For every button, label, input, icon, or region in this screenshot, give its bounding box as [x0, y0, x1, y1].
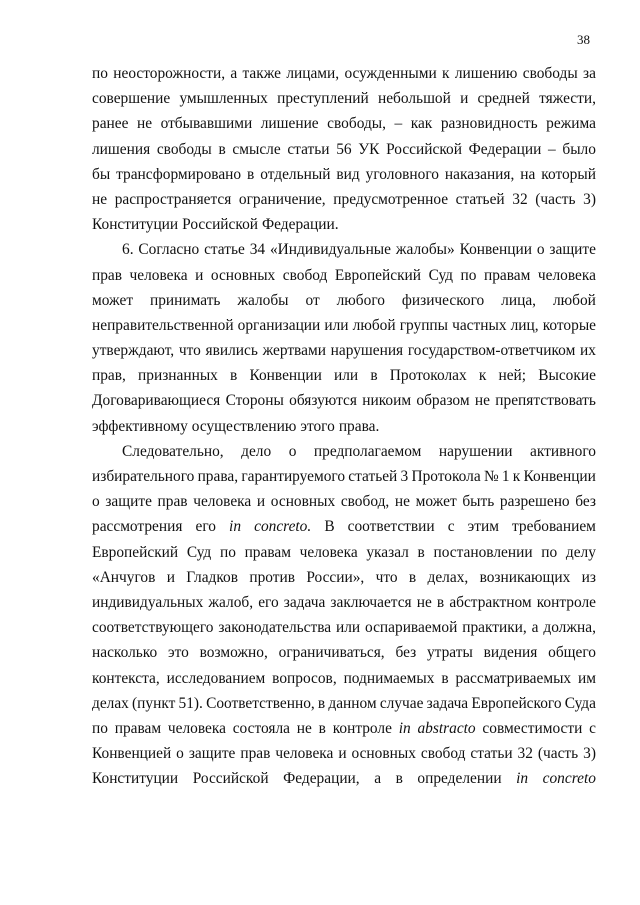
word: задача — [426, 694, 469, 712]
word: 56 — [336, 140, 352, 158]
word: Суд — [186, 543, 212, 561]
text-line — [92, 489, 596, 514]
word: статьи — [470, 745, 513, 763]
word: о — [536, 241, 545, 259]
word: исследованием — [166, 669, 266, 687]
word: 1 — [501, 468, 510, 485]
word: Конституции — [92, 216, 179, 234]
text-line — [92, 338, 596, 363]
word: из — [581, 568, 596, 586]
text-line — [92, 615, 596, 640]
paragraph — [92, 237, 596, 439]
word: Гладков — [186, 568, 239, 586]
word: нарушения — [330, 342, 404, 360]
word: прав — [92, 266, 123, 284]
word: права, — [197, 468, 239, 485]
word: и — [338, 745, 347, 763]
word: небольшой — [377, 90, 451, 108]
word: вид — [336, 165, 360, 183]
word: а — [531, 619, 539, 637]
word: Федерации — [468, 140, 542, 158]
word: – — [394, 115, 403, 133]
text-line — [92, 187, 596, 212]
text-line — [92, 640, 596, 665]
text-line — [92, 716, 596, 741]
word: никоим — [362, 392, 412, 410]
text-line — [92, 540, 596, 565]
word: по — [92, 65, 108, 82]
word: физического — [401, 291, 485, 309]
text-line — [92, 263, 596, 288]
word: препятствовать — [495, 392, 596, 410]
word: 3) — [583, 745, 596, 763]
word: быть — [462, 493, 495, 511]
word: лишение — [260, 115, 319, 133]
word: Европейского — [471, 694, 562, 712]
text-line — [92, 414, 596, 439]
word: Согласно — [138, 241, 200, 259]
word: данном — [328, 694, 377, 712]
word: от — [305, 291, 320, 309]
word: человека — [167, 719, 226, 737]
word: о — [176, 745, 184, 763]
word: заключается — [330, 593, 412, 611]
text-line — [92, 691, 596, 716]
word: Европейский — [92, 543, 179, 561]
word: Соответственно, — [206, 694, 315, 712]
word: не — [474, 392, 490, 410]
word: его — [195, 518, 216, 536]
word: России», — [306, 568, 365, 586]
word: определении — [417, 770, 502, 788]
word: к — [478, 367, 487, 385]
word: 51). — [178, 694, 203, 712]
word: любого — [336, 291, 385, 309]
word: к — [442, 65, 450, 82]
word: (часть — [537, 745, 579, 763]
word: а — [374, 770, 382, 788]
word: 32 — [512, 190, 528, 208]
word: абстрактном — [449, 593, 532, 611]
word: любой — [352, 316, 396, 334]
word: оспариваемой — [365, 619, 458, 637]
text-line — [92, 514, 596, 539]
word: активного — [530, 442, 596, 460]
word: ограничение, — [238, 190, 326, 208]
paragraph — [92, 439, 596, 792]
word: правам — [483, 266, 531, 284]
word: делах, — [427, 568, 469, 586]
word: в — [395, 770, 403, 788]
word: без — [395, 644, 417, 662]
word: делах — [92, 694, 129, 712]
word: было — [562, 140, 596, 158]
word: Конвенции — [523, 468, 596, 485]
word: рассмотрения — [92, 518, 183, 536]
word: в — [436, 593, 445, 611]
word: Конституции — [92, 770, 179, 788]
word: права. — [338, 417, 380, 435]
word: смысле — [232, 140, 281, 158]
word: защите — [549, 241, 596, 259]
word: режима — [546, 115, 596, 133]
word: любой — [552, 291, 596, 309]
word: также — [242, 65, 281, 82]
word: ней; — [498, 367, 527, 385]
word: защите — [105, 493, 152, 511]
word: человека — [537, 266, 596, 284]
text-line — [92, 363, 596, 388]
word: жертвами — [262, 342, 326, 360]
word: трансформировано — [116, 165, 242, 183]
word: без — [575, 493, 596, 511]
word: им — [578, 669, 596, 687]
word: средней — [477, 90, 530, 108]
word: уголовного — [365, 165, 439, 183]
word: в — [247, 165, 255, 183]
text-line — [92, 464, 596, 489]
word: «Индивидуальные — [269, 241, 391, 259]
word: случае — [379, 694, 424, 712]
word: 34 — [249, 241, 266, 259]
text-line — [92, 61, 596, 86]
word: общего — [548, 644, 596, 662]
word: совместимости — [482, 719, 583, 737]
word: бы — [92, 165, 111, 183]
word: не — [394, 493, 410, 511]
word: в — [318, 719, 326, 737]
word: этим — [467, 518, 499, 536]
word: in — [229, 518, 242, 536]
word: контроле — [536, 593, 596, 611]
word: по — [92, 719, 108, 737]
word: свобод — [420, 745, 466, 763]
word: указал — [366, 543, 409, 561]
word: осужденными — [344, 65, 437, 82]
word: вопросов, — [272, 669, 337, 687]
word: видения — [483, 644, 538, 662]
word: законодательства — [218, 619, 332, 637]
word: государством-ответчиком — [407, 342, 576, 360]
word: и — [256, 493, 266, 511]
word: отдельный — [260, 165, 331, 183]
word: in — [516, 770, 529, 788]
word: основных — [270, 493, 336, 511]
word: правам — [114, 719, 162, 737]
word: это — [168, 644, 189, 662]
word: прав — [240, 745, 271, 763]
word: concreto. — [254, 518, 312, 536]
word: УК — [358, 140, 380, 158]
word: 3 — [400, 468, 409, 485]
word: требованием — [512, 518, 596, 536]
word: Стороны — [225, 392, 284, 410]
word: в — [370, 367, 378, 385]
word: осуществлению — [191, 417, 297, 435]
word: частных — [452, 316, 507, 334]
word: Суд — [428, 266, 454, 284]
word: о — [288, 442, 297, 460]
word: in — [398, 719, 411, 737]
word: свободы — [522, 65, 578, 82]
word: лицами, — [286, 65, 340, 82]
word: лиц, — [510, 316, 539, 334]
word: не — [296, 719, 312, 737]
text-line — [92, 111, 596, 136]
word: распространяется — [114, 190, 232, 208]
word: состояла — [232, 719, 290, 737]
word: в — [317, 694, 326, 712]
word: неправительственной — [92, 316, 234, 334]
text-line — [92, 137, 596, 162]
word: Российской — [182, 216, 259, 234]
word: как — [410, 115, 433, 133]
word: избирательного — [92, 468, 195, 485]
word: человека — [299, 543, 358, 561]
word: контекста, — [92, 669, 160, 687]
word: к — [512, 468, 521, 485]
word: с — [447, 518, 455, 536]
word: образом — [416, 392, 470, 410]
word: 6. — [122, 241, 134, 259]
word: правам — [244, 543, 291, 561]
word: Конвенцией — [92, 745, 172, 763]
word: о — [92, 493, 100, 511]
word: в — [230, 367, 238, 385]
word: этого — [300, 417, 335, 435]
word: Протоколах — [389, 367, 467, 385]
word: или — [334, 367, 359, 385]
word: их — [580, 342, 596, 360]
word: обязуются — [289, 392, 357, 410]
word: человека — [275, 745, 334, 763]
word: не — [92, 190, 108, 208]
word: контроле — [332, 719, 392, 737]
word: или — [335, 619, 361, 637]
word: Европейский — [334, 266, 422, 284]
word: и — [195, 266, 204, 284]
word: Суда — [564, 694, 596, 712]
word: что — [375, 568, 398, 586]
word: может — [92, 291, 134, 309]
word: прав — [157, 493, 188, 511]
word: а — [230, 65, 238, 82]
word: № — [483, 468, 499, 485]
text-line — [92, 237, 596, 262]
word: соответствующего — [92, 619, 214, 637]
word: которые — [542, 316, 596, 334]
word: отбывавшими — [160, 115, 253, 133]
word: задача — [283, 593, 326, 611]
word: 32 — [517, 745, 533, 763]
text-line — [92, 439, 596, 464]
word: в — [417, 543, 425, 561]
page-number: 38 — [577, 32, 590, 47]
word: основных — [351, 745, 416, 763]
word: неосторожности, — [113, 65, 226, 82]
text-line — [92, 388, 596, 413]
word: лишению — [454, 65, 518, 82]
word: лица, — [501, 291, 537, 309]
word: умышленных — [179, 90, 268, 108]
word: и — [460, 90, 469, 108]
word: Следовательно, — [122, 442, 224, 460]
word: нарушении — [438, 442, 513, 460]
text-line — [92, 766, 596, 791]
word: жалобы — [237, 291, 289, 309]
word: утверждают, — [92, 342, 175, 360]
word: явились — [205, 342, 258, 360]
word: В — [324, 518, 335, 536]
word: предусмотренное — [333, 190, 449, 208]
word: его — [258, 593, 279, 611]
text-line — [92, 212, 596, 237]
word: в — [441, 669, 449, 687]
word: по — [219, 543, 236, 561]
word: «Анчугов — [92, 568, 156, 586]
text-line — [92, 741, 596, 766]
word: рассматриваемых — [455, 669, 572, 687]
word: наказания, — [444, 165, 515, 183]
word: основных — [210, 266, 276, 284]
word: Договаривающиеся — [92, 392, 221, 410]
word: защите — [188, 745, 236, 763]
text-line — [92, 288, 596, 313]
word: дело — [241, 442, 272, 460]
word: не — [136, 115, 153, 133]
word: Российской — [386, 140, 462, 158]
word: ранее — [92, 115, 129, 133]
word: статьи — [287, 140, 330, 158]
word: abstracto — [417, 719, 476, 737]
word: принимать — [149, 291, 221, 309]
word: разновидность — [440, 115, 538, 133]
word: (часть — [535, 190, 576, 208]
word: за — [583, 65, 596, 82]
word: который — [541, 165, 596, 183]
word: по — [541, 543, 558, 561]
word: Конвенции — [459, 241, 532, 259]
word: разрешено — [499, 493, 570, 511]
word: Федерации. — [262, 216, 339, 234]
word: предполагаемом — [313, 442, 422, 460]
word: человека — [193, 493, 252, 511]
word: может — [415, 493, 457, 511]
word: жалоб, — [208, 593, 254, 611]
word: Федерации, — [283, 770, 360, 788]
word: Высокие — [538, 367, 596, 385]
word: статьей — [455, 190, 505, 208]
word: по — [460, 266, 477, 284]
word: Российской — [192, 770, 269, 788]
word: – — [547, 140, 556, 158]
word: соответствии — [347, 518, 435, 536]
word: и — [166, 568, 175, 586]
word: тяжести, — [539, 90, 596, 108]
word: не — [416, 593, 432, 611]
text-line — [92, 86, 596, 111]
word: индивидуальных — [92, 593, 204, 611]
word: должна, — [543, 619, 596, 637]
text-line — [92, 590, 596, 615]
word: насколько — [92, 644, 158, 662]
word: (пункт — [132, 694, 176, 712]
word: статье — [204, 241, 245, 259]
word: поднимаемых — [343, 669, 435, 687]
word: свобод, — [340, 493, 390, 511]
word: в — [408, 568, 417, 586]
word: человека — [129, 266, 188, 284]
text-line — [92, 565, 596, 590]
word: в — [218, 140, 226, 158]
word: Конвенции — [249, 367, 322, 385]
word: жалобы» — [395, 241, 455, 259]
word: прав, — [92, 367, 126, 385]
word: организации — [237, 316, 321, 334]
word: лишения — [92, 140, 151, 158]
word: гарантируемого — [241, 468, 346, 485]
word: свободы, — [327, 115, 386, 133]
word: свободы — [156, 140, 212, 158]
word: или — [324, 316, 349, 334]
word: делу — [565, 543, 596, 561]
word: практики, — [462, 619, 527, 637]
word: возможно, — [199, 644, 268, 662]
text-line — [92, 666, 596, 691]
word: статьей — [348, 468, 398, 485]
word: группы — [399, 316, 449, 334]
word: concreto — [542, 770, 596, 788]
paragraph — [92, 61, 596, 237]
word: преступлений — [277, 90, 369, 108]
word: признанных — [138, 367, 218, 385]
word: на — [520, 165, 536, 183]
word: эффективному — [92, 417, 188, 435]
word: против — [249, 568, 296, 586]
text-line — [92, 313, 596, 338]
word: что — [178, 342, 201, 360]
word: 3) — [583, 190, 596, 208]
word: Протокола — [411, 468, 481, 485]
text-line — [92, 162, 596, 187]
word: утраты — [426, 644, 473, 662]
word: возникающих — [479, 568, 571, 586]
word: постановлении — [433, 543, 533, 561]
word: совершение — [92, 90, 171, 108]
word: свобод — [282, 266, 328, 284]
word: с — [589, 719, 596, 737]
body-text — [92, 61, 596, 791]
word: ограничиваться, — [278, 644, 385, 662]
